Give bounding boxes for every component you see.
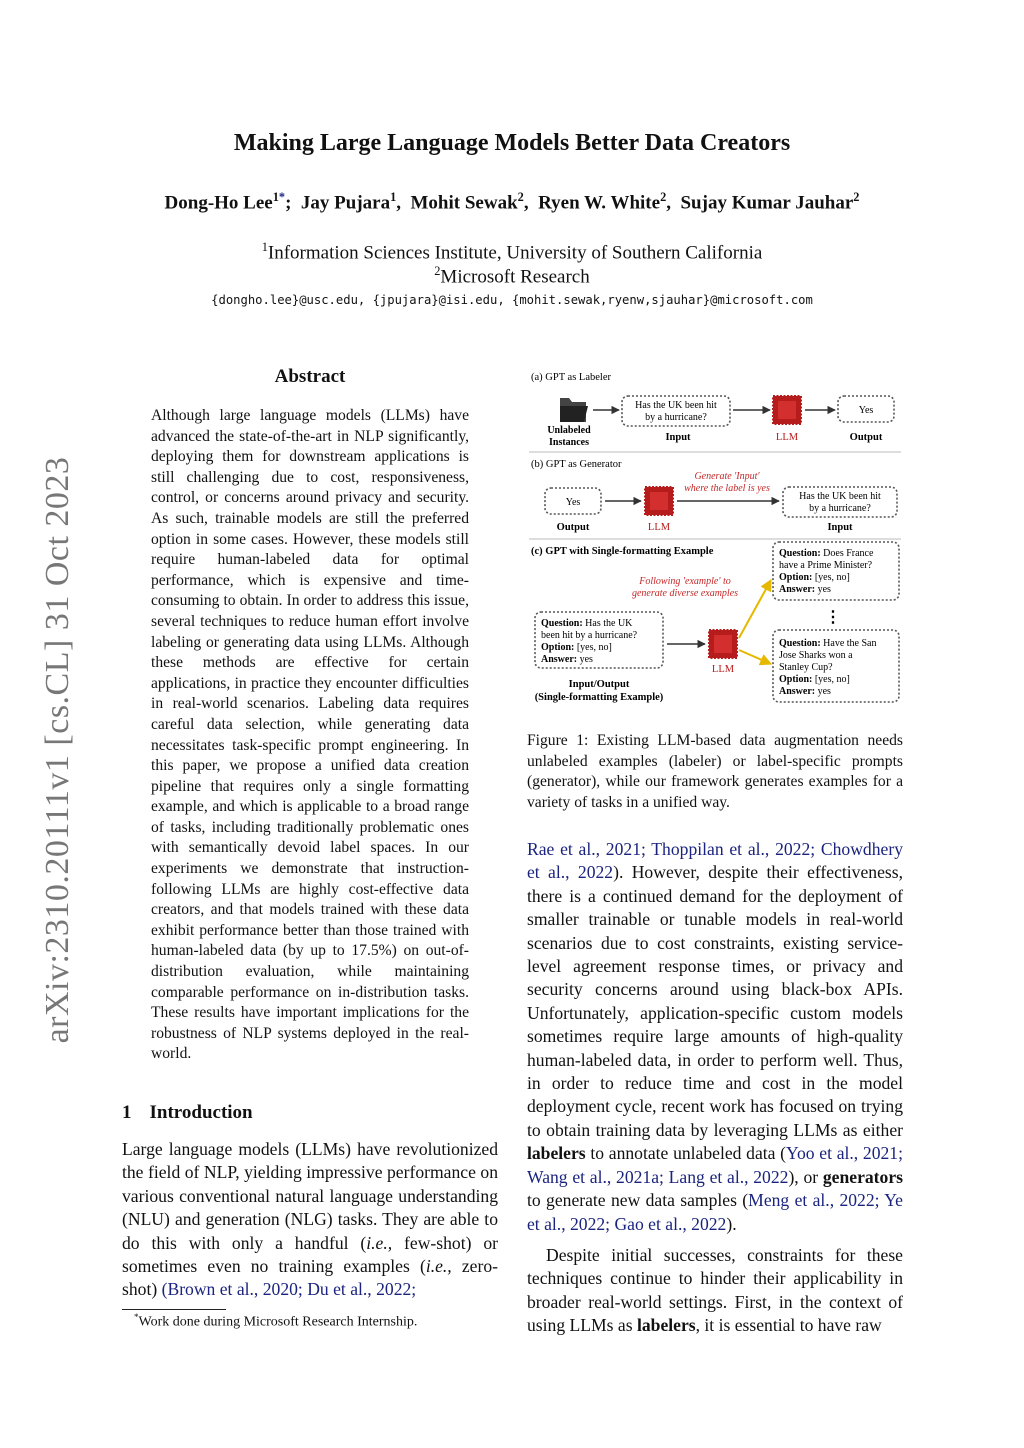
svg-text:Input: Input bbox=[665, 432, 691, 443]
citation-link[interactable]: (Brown et al., 2020; Du et al., 2022; bbox=[161, 1279, 417, 1300]
svg-text:Jose Sharks won a: Jose Sharks won a bbox=[779, 650, 853, 661]
arxiv-stamp: arXiv:2310.20111v1 [cs.CL] 31 Oct 2023 bbox=[39, 456, 76, 1044]
svg-text:Output: Output bbox=[849, 432, 883, 443]
figure-caption: Figure 1: Existing LLM-based data augmentation needs unlabeled examples (labeler) or label-specific prompts (generator), while our framework generates examples for a variety of tasks in a unified way. bbox=[527, 732, 903, 811]
svg-text:Answer: yes: Answer: yes bbox=[779, 686, 831, 697]
svg-text:Has the UK been hit: Has the UK been hit bbox=[799, 491, 881, 502]
citation-link[interactable]: Yoo et al., 2021; Wang et al., 2021a; Lang et al., 2022 bbox=[527, 1143, 903, 1187]
footnote-rule bbox=[122, 1309, 226, 1310]
abstract-text: Although large language models (LLMs) have advanced the state-of-the-art in NLP significantly, deploying them for downstream applications is still challenging due to cost, responsiveness, control, or concerns around privacy and security. As such, trainable models are still the preferred option in some cases. However, these models still require human-labeled data for optimal performance, which is expensive and time-consuming to obtain. In order to address this issue, several techniques to reduce human effort involve labeling or generating data using LLMs. Although these methods are effective for certain applications, in practice they encounter difficulties in real-world scenarios. Labeling data requires careful data selection, while generating data necessitates task-specific prompt engineering. In this paper, we propose a unified data creation pipeline that requires only a single formatting example, and which is applicable to a broad range of tasks, including traditionally problematic ones with semantically devoid label spaces. In our experiments we demonstrate that instruction-following LLMs are highly cost-effective data creators, and that models trained with these data exhibit performance better than those trained with human-labeled data (by up to 17.5%) on out-of-distribution evaluation, while maintaining comparable performance on in-distribution tasks. These results have important implications for the robustness of NLP systems deployed in the real-world. bbox=[151, 407, 469, 1063]
paragraph: Rae et al., 2021; Thoppilan et al., 2022; Chowdhery et al., 2022). However, despite their effectiveness, there is a continued demand for the deployment of smaller trainable or tunable models in real-world scenarios due to cost constraints, existing service-level agreement response times, or privacy and security concerns around using black-box APIs. Unfortunately, application-specific custom models sometimes require large amounts of high-quality human-labeled data, in order to perform well. Thus, in order to reduce time and cost in the model deployment cycle, recent work has focused on trying to obtain training data by leveraging LLMs as either labelers to annotate unlabeled data (Yoo et al., 2021; Wang et al., 2021a; Lang et al., 2022), or generators to generate new data samples (Meng et al., 2022; Ye et al., 2022; Gao et al., 2022). bbox=[527, 839, 903, 1234]
svg-text:have a Prime Minister?: have a Prime Minister? bbox=[779, 560, 873, 571]
svg-text:by a hurricane?: by a hurricane? bbox=[809, 503, 871, 514]
author-emails: {dongho.lee}@usc.edu, {jpujara}@isi.edu, {mohit.sewak,ryenw,sjauhar}@microsoft.com bbox=[211, 293, 813, 307]
svg-text:Stanley Cup?: Stanley Cup? bbox=[779, 662, 833, 673]
llm-chip-icon bbox=[773, 396, 801, 424]
llm-chip-icon bbox=[645, 487, 673, 515]
figure-1 bbox=[527, 366, 903, 718]
svg-text:Yes: Yes bbox=[858, 405, 874, 416]
ellipsis-dots: ⋮ bbox=[825, 609, 841, 626]
section-heading-introduction: 1 Introduction bbox=[122, 1102, 253, 1123]
svg-text:Instances: Instances bbox=[548, 437, 590, 448]
affiliation-2: $^2$Microsoft Research bbox=[434, 264, 590, 288]
svg-text:Question: Have the San: Question: Have the San bbox=[779, 638, 877, 649]
svg-text:Unlabeled: Unlabeled bbox=[547, 425, 591, 436]
panel-b-label: (b) GPT as Generator bbox=[531, 459, 622, 470]
footnote-mark[interactable]: * bbox=[278, 190, 286, 204]
svg-text:been hit by a hurricane?: been hit by a hurricane? bbox=[541, 630, 638, 641]
footnote: *Work done during Microsoft Research Internship. bbox=[134, 1312, 418, 1330]
svg-text:Input/Output: Input/Output bbox=[568, 679, 630, 690]
svg-text:where the label is yes: where the label is yes bbox=[684, 483, 770, 494]
svg-text:Answer: yes: Answer: yes bbox=[779, 584, 831, 595]
svg-text:by a hurricane?: by a hurricane? bbox=[645, 412, 707, 423]
right-column-body bbox=[527, 838, 903, 1338]
svg-text:Question: Does France: Question: Does France bbox=[779, 548, 874, 559]
author-name: Sujay Kumar Jauhar bbox=[680, 192, 854, 214]
paper-title: Making Large Language Models Better Data Creators bbox=[233, 130, 791, 156]
panel-a-label: (a) GPT as Labeler bbox=[531, 372, 611, 383]
svg-text:Following 'example' to: Following 'example' to bbox=[639, 576, 731, 587]
abstract-heading: Abstract bbox=[274, 366, 346, 387]
svg-text:Option: [yes, no]: Option: [yes, no] bbox=[541, 642, 612, 653]
svg-text:generate diverse examples: generate diverse examples bbox=[631, 588, 739, 599]
llm-chip-icon bbox=[709, 630, 737, 658]
svg-text:Input: Input bbox=[827, 522, 853, 533]
citation-link[interactable]: Meng et al., 2022; Ye et al., 2022; Gao et al., 2022 bbox=[527, 1190, 903, 1234]
paragraph: Despite initial successes, constraints for these techniques continue to hinder their applicability in broader real-world settings. First, in the context of using LLMs as labelers, it is essential to have raw bbox=[527, 1244, 903, 1336]
svg-text:Option: [yes, no]: Option: [yes, no] bbox=[779, 674, 850, 685]
svg-text:LLM: LLM bbox=[775, 432, 799, 443]
svg-text:Question: Has the UK: Question: Has the UK bbox=[541, 618, 633, 629]
author-name: Jay Pujara bbox=[300, 192, 391, 214]
svg-text:LLM: LLM bbox=[647, 522, 671, 533]
svg-text:Option: [yes, no]: Option: [yes, no] bbox=[779, 572, 850, 583]
citation-link[interactable]: Rae et al., 2021; Thoppilan et al., 2022; Chowdhery et al., 2022 bbox=[527, 839, 903, 883]
svg-text:Output: Output bbox=[556, 522, 590, 533]
panel-c-label: (c) GPT with Single-formatting Example bbox=[531, 546, 714, 557]
author-name: Ryen W. White bbox=[538, 192, 661, 214]
svg-text:Generate 'Input': Generate 'Input' bbox=[694, 471, 760, 482]
folder-icon bbox=[560, 398, 588, 422]
svg-text:LLM: LLM bbox=[711, 664, 735, 675]
affiliation-1: $^1$Information Sciences Institute, University of Southern California bbox=[261, 240, 763, 264]
svg-text:Yes: Yes bbox=[565, 497, 581, 508]
author-name: Dong-Ho Lee bbox=[164, 192, 273, 214]
author-list: Dong-Ho Lee$^{1*}$; Jay Pujara$^1$, Mohit Sewak$^2$, Ryen W. White$^2$, Sujay Kumar Jauhar$^2$ bbox=[164, 190, 860, 214]
svg-text:(Single-formatting Example): (Single-formatting Example) bbox=[534, 692, 664, 703]
svg-text:Has the UK been hit: Has the UK been hit bbox=[635, 400, 717, 411]
svg-text:Answer: yes: Answer: yes bbox=[541, 654, 593, 665]
introduction-paragraph: Large language models (LLMs) have revolutionized the field of NLP, yielding impressive performance on various conventional natural language understanding (NLU) and generation (NLG) tasks. They are able to do this with only a handful (i.e., few-shot) or sometimes even no training examples (i.e., zero-shot) (Brown et al., 2020; Du et al., 2022; bbox=[122, 1139, 499, 1300]
author-name: Mohit Sewak bbox=[410, 192, 518, 214]
